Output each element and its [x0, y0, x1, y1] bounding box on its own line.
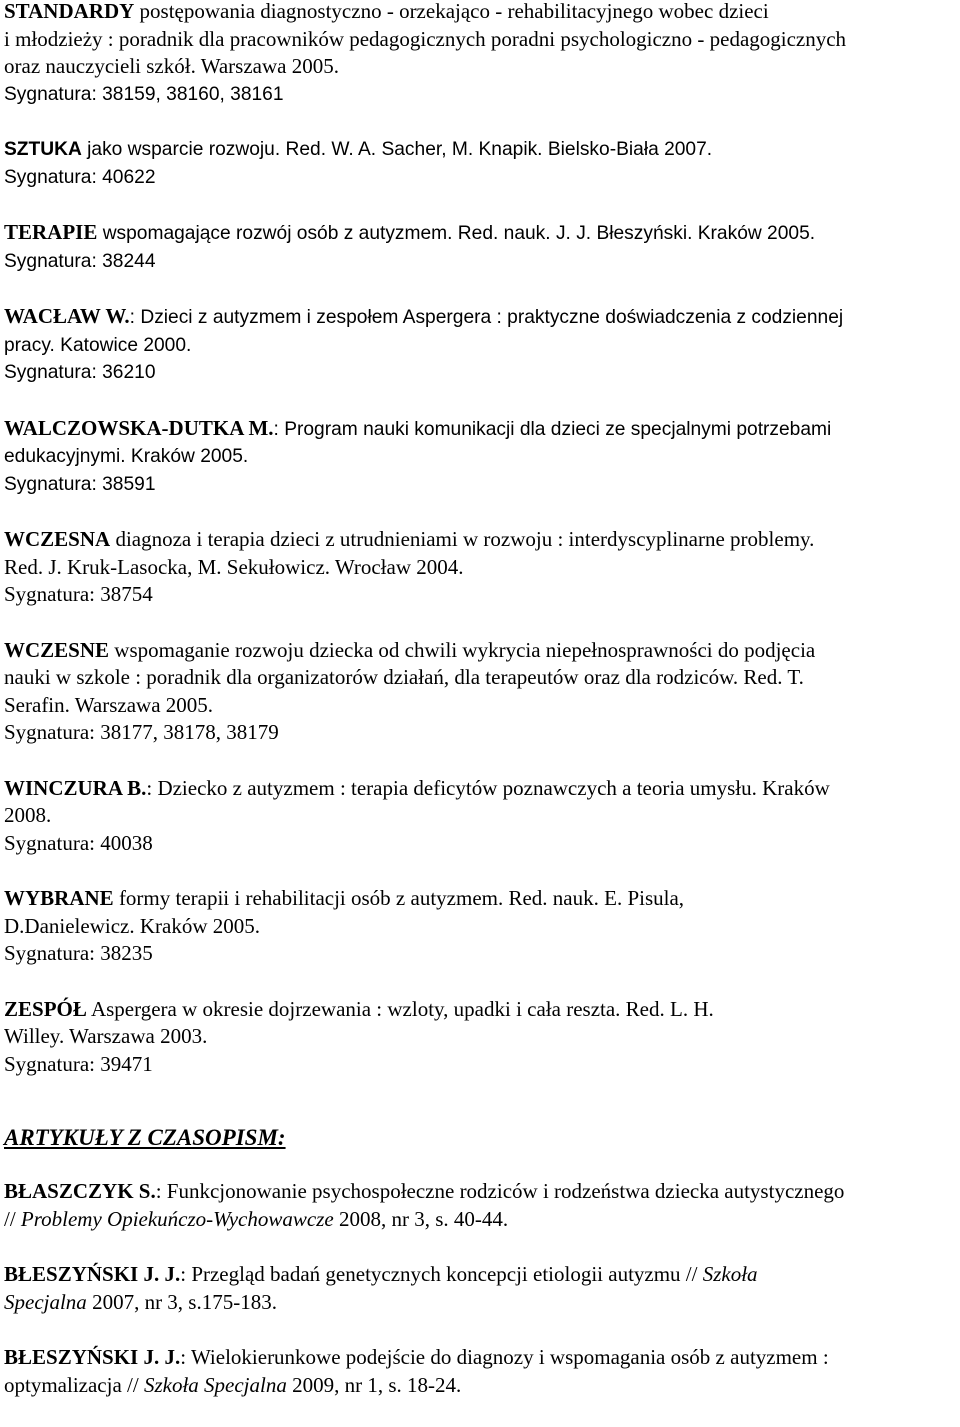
entry-author: WALCZOWSKA-DUTKA M. — [4, 415, 274, 440]
entry-line: D.Danielewicz. Kraków 2005. — [4, 913, 260, 938]
call-number: Sygnatura: 38159, 38160, 38161 — [4, 83, 284, 105]
entry-keyword: STANDARDY — [4, 0, 135, 23]
bibliography-entry — [4, 415, 956, 499]
entry-line — [4, 219, 956, 248]
entry-line — [4, 136, 956, 164]
entry-keyword: ZESPÓŁ — [4, 996, 87, 1021]
journal-title: Szkoła — [702, 1262, 758, 1286]
entry-keyword: TERAPIE — [4, 220, 98, 244]
bibliography-entry — [4, 775, 956, 858]
call-number: Sygnatura: 38754 — [4, 582, 153, 606]
bibliography-entry — [4, 637, 956, 747]
article-entry — [4, 1178, 956, 1233]
entry-text: : Program nauki komunikacji dla dzieci ze specjalnymi potrzebami — [273, 418, 832, 440]
entry-line — [4, 1206, 956, 1234]
bibliography-entry — [4, 0, 956, 108]
journal-details: 2009, nr 1, s. 18-24. — [286, 1372, 462, 1397]
entry-text: : Wielokierunkowe podejście do diagnozy i wspomagania osób z autyzmem : — [180, 1345, 829, 1369]
bibliography-entry — [4, 996, 956, 1079]
call-number: Sygnatura: 40622 — [4, 166, 156, 188]
entry-text: postępowania diagnostyczno - orzekająco - rehabilitacyjnego wobec dzieci — [134, 0, 769, 23]
entry-text: diagnoza i terapia dzieci z utrudnieniami w rozwoju : interdyscyplinarne problemy. — [110, 527, 815, 551]
entry-line — [4, 885, 956, 913]
entry-keyword: WCZESNE — [4, 637, 110, 662]
entry-text: optymalizacja // — [4, 1372, 144, 1397]
bibliography-entry — [4, 526, 956, 609]
entry-line — [4, 1178, 956, 1206]
call-number: Sygnatura: 39471 — [4, 1051, 153, 1076]
entry-line — [4, 637, 956, 665]
entry-line: i młodzieży : poradnik dla pracowników pedagogicznych poradni psychologiczno - pedagogicznych — [4, 26, 847, 51]
entry-line: Willey. Warszawa 2003. — [4, 1024, 208, 1048]
entry-text: Aspergera w okresie dojrzewania : wzloty, upadki i cała reszta. Red. L. H. — [86, 996, 714, 1021]
entry-line — [4, 1261, 956, 1289]
entry-keyword: WCZESNA — [4, 527, 111, 551]
entry-author: BŁASZCZYK S. — [4, 1179, 156, 1203]
call-number: Sygnatura: 38244 — [4, 250, 156, 272]
journal-title: Specjalna — [4, 1289, 87, 1314]
entry-text: : Dziecko z autyzmem : terapia deficytów poznawczych a teoria umysłu. Kraków — [146, 775, 830, 800]
bibliography-entry — [4, 136, 956, 191]
journal-details: 2008, nr 3, s. 40-44. — [333, 1206, 509, 1231]
entry-line: pracy. Katowice 2000. — [4, 334, 192, 356]
section-heading: ARTYKUŁY Z CZASOPISM: — [4, 1125, 286, 1150]
call-number: Sygnatura: 40038 — [4, 830, 153, 855]
entry-text: : Funkcjonowanie psychospołeczne rodziców i rodzeństwa dziecka autystycznego — [155, 1179, 845, 1203]
entry-line — [4, 526, 956, 554]
bibliography-entry — [4, 303, 956, 387]
journal-details: 2007, nr 3, s.175-183. — [86, 1289, 277, 1314]
entry-text: : Przegląd badań genetycznych koncepcji etiologii autyzmu // — [180, 1262, 703, 1286]
entry-text: wspomagające rozwój osób z autyzmem. Red. nauk. J. J. Błeszyński. Kraków 2005. — [97, 223, 816, 244]
entry-line — [4, 996, 956, 1024]
entry-line — [4, 0, 956, 26]
entry-keyword: SZTUKA — [4, 139, 82, 160]
entry-line: edukacyjnymi. Kraków 2005. — [4, 446, 249, 467]
entry-line: nauki w szkole : poradnik dla organizatorów działań, dla terapeutów oraz dla rodziców. Red. T. — [4, 665, 804, 689]
entry-text: formy terapii i rehabilitacji osób z autyzmem. Red. nauk. E. Pisula, — [113, 886, 685, 910]
journal-title: Problemy Opiekuńczo-Wychowawcze — [20, 1206, 334, 1231]
document-page — [4, 0, 956, 1427]
bibliography-entry — [4, 885, 956, 968]
article-entry — [4, 1261, 956, 1316]
entry-line — [4, 775, 956, 803]
article-entry — [4, 1344, 956, 1399]
entry-line: Serafin. Warszawa 2005. — [4, 692, 214, 717]
entry-line: oraz nauczycieli szkół. Warszawa 2005. — [4, 54, 339, 78]
journal-title: Szkoła Specjalna — [143, 1372, 287, 1397]
entry-text: : Dzieci z autyzmem i zespołem Aspergera : praktyczne doświadczenia z codziennej — [129, 307, 844, 328]
entry-author: BŁESZYŃSKI J. J. — [4, 1345, 181, 1369]
call-number: Sygnatura: 38591 — [4, 473, 156, 495]
entry-line: 2008. — [4, 803, 52, 827]
entry-keyword: WYBRANE — [4, 886, 114, 910]
entry-line — [4, 303, 956, 332]
call-number: Sygnatura: 38235 — [4, 941, 153, 965]
entry-line: Red. J. Kruk-Lasocka, M. Sekułowicz. Wrocław 2004. — [4, 554, 464, 579]
entry-author: WINCZURA B. — [4, 775, 147, 800]
entry-line — [4, 415, 956, 444]
entry-text: jako wsparcie rozwoju. Red. W. A. Sacher, M. Knapik. Bielsko-Biała 2007. — [81, 139, 713, 160]
entry-line — [4, 1289, 956, 1317]
entry-author: WACŁAW W. — [4, 304, 130, 328]
bibliography-entry — [4, 219, 956, 275]
entry-line — [4, 1372, 956, 1400]
entry-line — [4, 1344, 956, 1372]
entry-text: wspomaganie rozwoju dziecka od chwili wykrycia niepełnosprawności do podjęcia — [109, 637, 816, 662]
call-number: Sygnatura: 38177, 38178, 38179 — [4, 720, 279, 744]
entry-author: BŁESZYŃSKI J. J. — [4, 1262, 181, 1286]
call-number: Sygnatura: 36210 — [4, 362, 156, 383]
journal-separator: // — [4, 1206, 21, 1231]
